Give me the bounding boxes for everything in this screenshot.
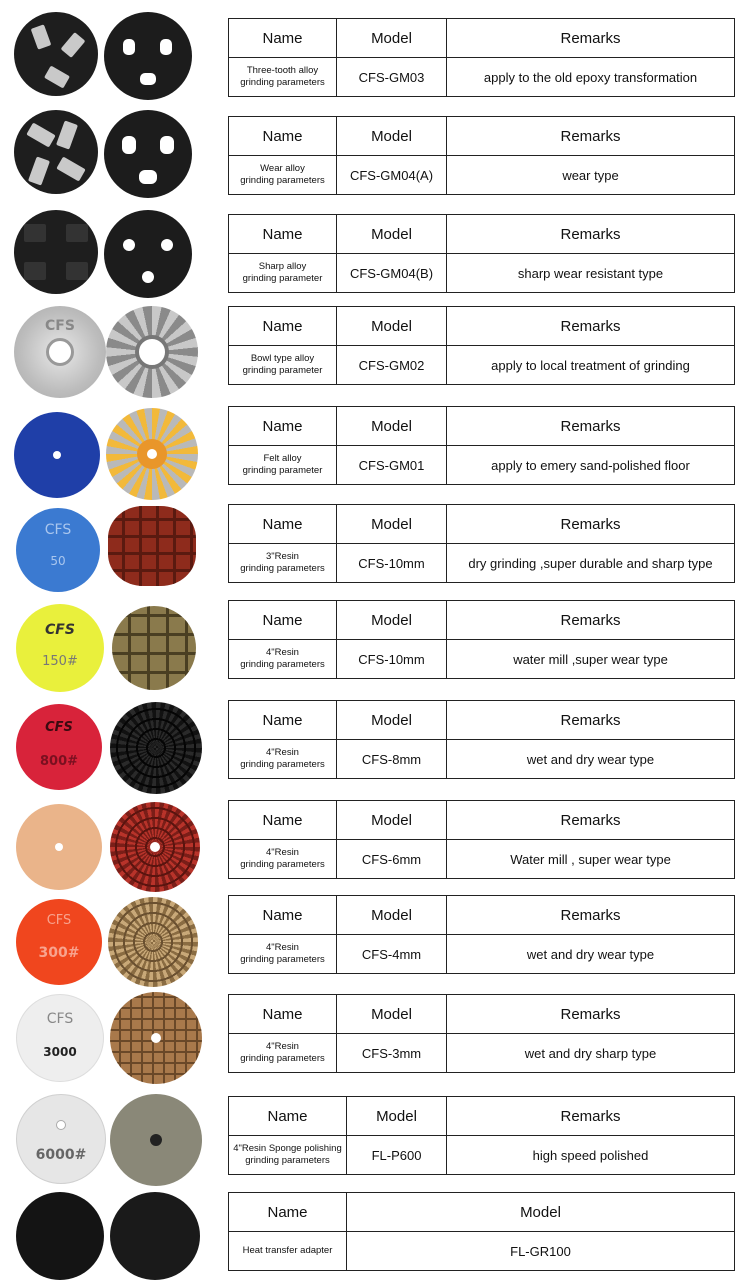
remarks-header: Remarks xyxy=(447,19,735,58)
product-model: CFS-4mm xyxy=(337,935,447,974)
name-header: Name xyxy=(229,601,337,640)
name-header: Name xyxy=(229,1097,347,1136)
product-model: FL-GR100 xyxy=(347,1232,735,1271)
spec-table xyxy=(228,800,735,879)
product-model: CFS-10mm xyxy=(337,640,447,679)
model-header: Model xyxy=(337,117,447,156)
product-row xyxy=(0,598,750,698)
model-header: Model xyxy=(337,505,447,544)
product-row xyxy=(0,798,750,896)
product-model: CFS-GM04(B) xyxy=(337,254,447,293)
model-header: Model xyxy=(337,701,447,740)
product-name: 4"Resin Sponge polishing grinding parameters xyxy=(229,1136,347,1175)
spec-table xyxy=(228,1096,735,1175)
model-header: Model xyxy=(337,407,447,446)
product-name: 3"Resin grinding parameters xyxy=(229,544,337,583)
product-photo xyxy=(8,106,208,200)
adapter-row xyxy=(0,1190,750,1281)
model-header: Model xyxy=(337,995,447,1034)
product-remarks: water mill ,super wear type xyxy=(447,640,735,679)
remarks-header: Remarks xyxy=(447,1097,735,1136)
remarks-header: Remarks xyxy=(447,215,735,254)
product-photo: CFS xyxy=(8,300,208,400)
model-header: Model xyxy=(337,601,447,640)
product-name: 4"Resin grinding parameters xyxy=(229,740,337,779)
product-row xyxy=(0,893,750,991)
name-header: Name xyxy=(229,995,337,1034)
product-row xyxy=(0,10,750,100)
spec-table xyxy=(228,994,735,1073)
product-row xyxy=(0,988,750,1090)
remarks-header: Remarks xyxy=(447,896,735,935)
remarks-header: Remarks xyxy=(447,995,735,1034)
product-photo xyxy=(8,204,208,300)
product-name: Sharp alloy grinding parameter xyxy=(229,254,337,293)
product-name: 4"Resin grinding parameters xyxy=(229,935,337,974)
spec-table xyxy=(228,306,735,385)
product-photo: 6000# xyxy=(8,1090,208,1188)
product-photo: CFS 800# xyxy=(8,698,208,798)
product-photo xyxy=(8,798,208,896)
product-remarks: dry grinding ,super durable and sharp type xyxy=(447,544,735,583)
model-header: Model xyxy=(337,215,447,254)
product-remarks: wet and dry sharp type xyxy=(447,1034,735,1073)
remarks-header: Remarks xyxy=(447,601,735,640)
product-remarks: apply to the old epoxy transformation xyxy=(447,58,735,97)
product-photo xyxy=(8,402,208,502)
remarks-header: Remarks xyxy=(447,307,735,346)
product-photo xyxy=(8,1190,208,1281)
spec-table xyxy=(228,406,735,485)
product-remarks: apply to local treatment of grinding xyxy=(447,346,735,385)
product-model: CFS-10mm xyxy=(337,544,447,583)
product-model: FL-P600 xyxy=(347,1136,447,1175)
name-header: Name xyxy=(229,801,337,840)
product-model: CFS-3mm xyxy=(337,1034,447,1073)
model-header: Model xyxy=(337,801,447,840)
spec-table xyxy=(228,116,735,195)
product-name: Wear alloy grinding parameters xyxy=(229,156,337,195)
name-header: Name xyxy=(229,505,337,544)
product-remarks: wet and dry wear type xyxy=(447,935,735,974)
product-model: CFS-8mm xyxy=(337,740,447,779)
model-header: Model xyxy=(347,1193,735,1232)
name-header: Name xyxy=(229,307,337,346)
name-header: Name xyxy=(229,407,337,446)
product-name: 4"Resin grinding parameters xyxy=(229,640,337,679)
spec-table xyxy=(228,600,735,679)
product-model: CFS-GM03 xyxy=(337,58,447,97)
product-name: 4"Resin grinding parameters xyxy=(229,1034,337,1073)
spec-table xyxy=(228,700,735,779)
product-photo: CFS 3000 xyxy=(8,988,208,1090)
product-model: CFS-6mm xyxy=(337,840,447,879)
adapter-table xyxy=(228,1192,735,1271)
product-photo xyxy=(8,10,208,100)
name-header: Name xyxy=(229,215,337,254)
model-header: Model xyxy=(337,19,447,58)
product-row xyxy=(0,106,750,200)
product-photo: CFS 300# xyxy=(8,893,208,991)
product-remarks: apply to emery sand-polished floor xyxy=(447,446,735,485)
product-row xyxy=(0,204,750,300)
name-header: Name xyxy=(229,1193,347,1232)
product-remarks: wet and dry wear type xyxy=(447,740,735,779)
remarks-header: Remarks xyxy=(447,505,735,544)
remarks-header: Remarks xyxy=(447,701,735,740)
name-header: Name xyxy=(229,701,337,740)
product-name: Three-tooth alloy grinding parameters xyxy=(229,58,337,97)
product-row xyxy=(0,300,750,400)
product-remarks: wear type xyxy=(447,156,735,195)
product-model: CFS-GM01 xyxy=(337,446,447,485)
remarks-header: Remarks xyxy=(447,117,735,156)
spec-table xyxy=(228,214,735,293)
product-remarks: Water mill , super wear type xyxy=(447,840,735,879)
product-model: CFS-GM02 xyxy=(337,346,447,385)
remarks-header: Remarks xyxy=(447,801,735,840)
spec-table xyxy=(228,18,735,97)
product-row xyxy=(0,1090,750,1188)
spec-table xyxy=(228,895,735,974)
product-row xyxy=(0,500,750,598)
model-header: Model xyxy=(337,896,447,935)
product-model: CFS-GM04(A) xyxy=(337,156,447,195)
product-name: 4"Resin grinding parameters xyxy=(229,840,337,879)
name-header: Name xyxy=(229,19,337,58)
model-header: Model xyxy=(347,1097,447,1136)
product-remarks: sharp wear resistant type xyxy=(447,254,735,293)
product-name: Heat transfer adapter xyxy=(229,1232,347,1271)
product-name: Felt alloy grinding parameter xyxy=(229,446,337,485)
product-photo: CFS 150# xyxy=(8,598,208,698)
product-name: Bowl type alloy grinding parameter xyxy=(229,346,337,385)
product-photo: CFS 50 xyxy=(8,500,208,598)
remarks-header: Remarks xyxy=(447,407,735,446)
model-header: Model xyxy=(337,307,447,346)
name-header: Name xyxy=(229,117,337,156)
name-header: Name xyxy=(229,896,337,935)
spec-table xyxy=(228,504,735,583)
product-row xyxy=(0,402,750,502)
product-remarks: high speed polished xyxy=(447,1136,735,1175)
product-row xyxy=(0,698,750,798)
